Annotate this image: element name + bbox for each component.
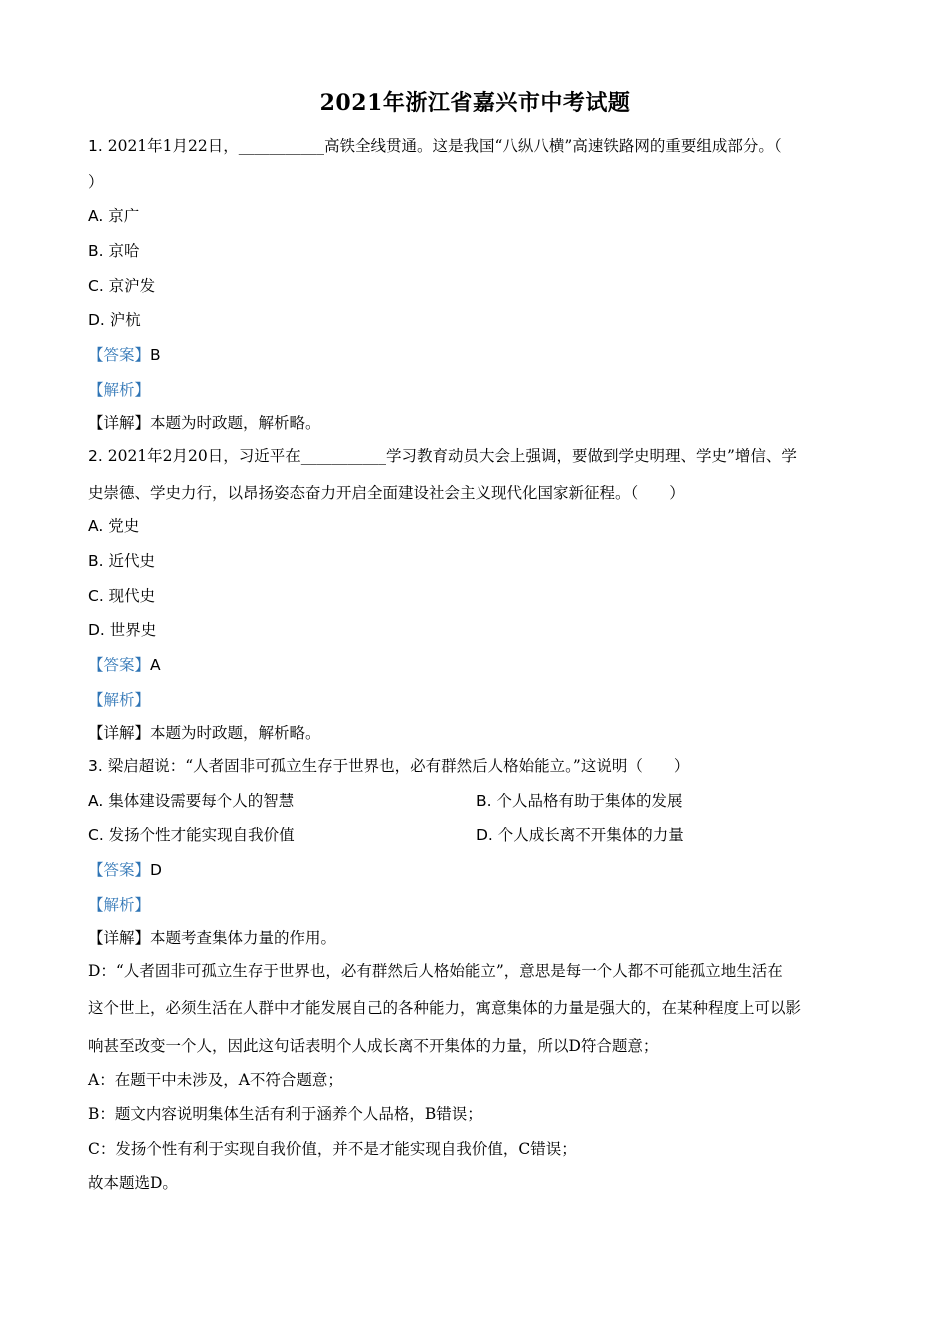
q1-stem-line1: [88, 136, 782, 156]
q3-explain-line: 响甚至改变一个人，因此这句话表明个人成长离不开集体的力量，所以D符合题意；: [88, 1037, 659, 1055]
q3-explain-line: A：在题干中未涉及，A不符合题意；: [88, 1071, 343, 1089]
option-letter: B.: [88, 242, 104, 260]
q1-option-a: [88, 206, 139, 226]
option-letter: C.: [88, 587, 104, 605]
q3-stem-line1: [88, 756, 689, 776]
q2-number: 2.: [88, 447, 103, 465]
answer-value: B: [150, 346, 161, 364]
option-text: 集体建设需要每个人的智慧: [103, 792, 295, 810]
q1-option-c: [88, 276, 155, 296]
option-letter: D.: [476, 826, 493, 844]
q1-option-d: [88, 310, 141, 330]
q3-explain-line: 故本题选D。: [88, 1174, 178, 1192]
q1-option-b: [88, 241, 140, 261]
option-text: 京广: [103, 207, 140, 225]
q2-stem-text: 2021年2月20日，习近平在___________学习教育动员大会上强调，要做到学史明理、学史”增信、学: [102, 447, 797, 465]
option-text: 现代史: [103, 587, 156, 605]
option-text: 党史: [103, 517, 140, 535]
option-text: 近代史: [103, 552, 155, 570]
q3-option-a: [88, 791, 294, 811]
q3-explain-line: 这个世上，必须生活在人群中才能发展自己的各种能力，寓意集体的力量是强大的，在某种程度上可以影: [88, 999, 802, 1017]
option-text: 世界史: [104, 621, 157, 639]
q2-stem-line2: 史崇德、学史力行，以昂扬姿态奋力开启全面建设社会主义现代化国家新征程。（ ）: [88, 484, 685, 502]
q3-number: 3.: [88, 757, 103, 775]
q2-option-c: [88, 586, 155, 606]
option-letter: A.: [88, 792, 104, 810]
page-title: 2021年浙江省嘉兴市中考试题: [319, 90, 631, 116]
option-letter: D.: [88, 621, 105, 639]
option-text: 个人成长离不开集体的力量: [492, 826, 684, 844]
option-text: 沪杭: [104, 311, 141, 329]
q1-number: 1.: [88, 137, 103, 155]
q2-analysis-label: 【解析】: [88, 691, 151, 709]
option-letter: D.: [88, 311, 105, 329]
q3-explain-line: B：题文内容说明集体生活有利于涵养个人品格，B错误；: [88, 1105, 483, 1123]
option-letter: B.: [88, 552, 104, 570]
answer-label: 【答案】: [88, 656, 151, 674]
q2-answer: [88, 655, 161, 675]
q3-answer: [88, 860, 162, 880]
q1-stem-text: 2021年1月22日，___________高铁全线贯通。这是我国“八纵八横”高速铁路网的重要组成部分。（: [102, 137, 782, 155]
q2-option-d: [88, 620, 156, 640]
option-letter: C.: [88, 826, 104, 844]
q2-stem-line1: [88, 446, 797, 466]
q1-detail: 【详解】本题为时政题，解析略。: [88, 414, 321, 432]
option-letter: C.: [88, 277, 104, 295]
option-text: 京沪发: [103, 277, 156, 295]
option-letter: B.: [476, 792, 492, 810]
answer-value: D: [150, 861, 162, 879]
option-letter: A.: [88, 517, 104, 535]
q3-explain-line: C：发扬个性有利于实现自我价值，并不是才能实现自我价值，C错误；: [88, 1140, 577, 1158]
q3-option-d: [476, 825, 684, 845]
q1-analysis-label: 【解析】: [88, 381, 151, 399]
answer-label: 【答案】: [88, 861, 151, 879]
q1-stem-line2: ）: [88, 173, 104, 191]
q3-option-c: [88, 825, 295, 845]
q3-analysis-label: 【解析】: [88, 896, 151, 914]
q3-explain-line: D：“人者固非可孤立生存于世界也，必有群然后人格始能立”，意思是每一个人都不可能孤立地生活在: [88, 962, 783, 980]
q2-option-b: [88, 551, 155, 571]
q3-stem-text: 梁启超说：“人者固非可孤立生存于世界也，必有群然后人格始能立。”这说明（ ）: [102, 757, 690, 775]
option-letter: A.: [88, 207, 104, 225]
answer-label: 【答案】: [88, 346, 151, 364]
q1-answer: [88, 345, 161, 365]
option-text: 个人品格有助于集体的发展: [491, 792, 683, 810]
q2-option-a: [88, 516, 139, 536]
option-text: 京哈: [103, 242, 140, 260]
answer-value: A: [150, 656, 161, 674]
q3-option-b: [476, 791, 683, 811]
q2-detail: 【详解】本题为时政题，解析略。: [88, 724, 321, 742]
option-text: 发扬个性才能实现自我价值: [103, 826, 295, 844]
q3-detail: 【详解】本题考查集体力量的作用。: [88, 929, 337, 947]
